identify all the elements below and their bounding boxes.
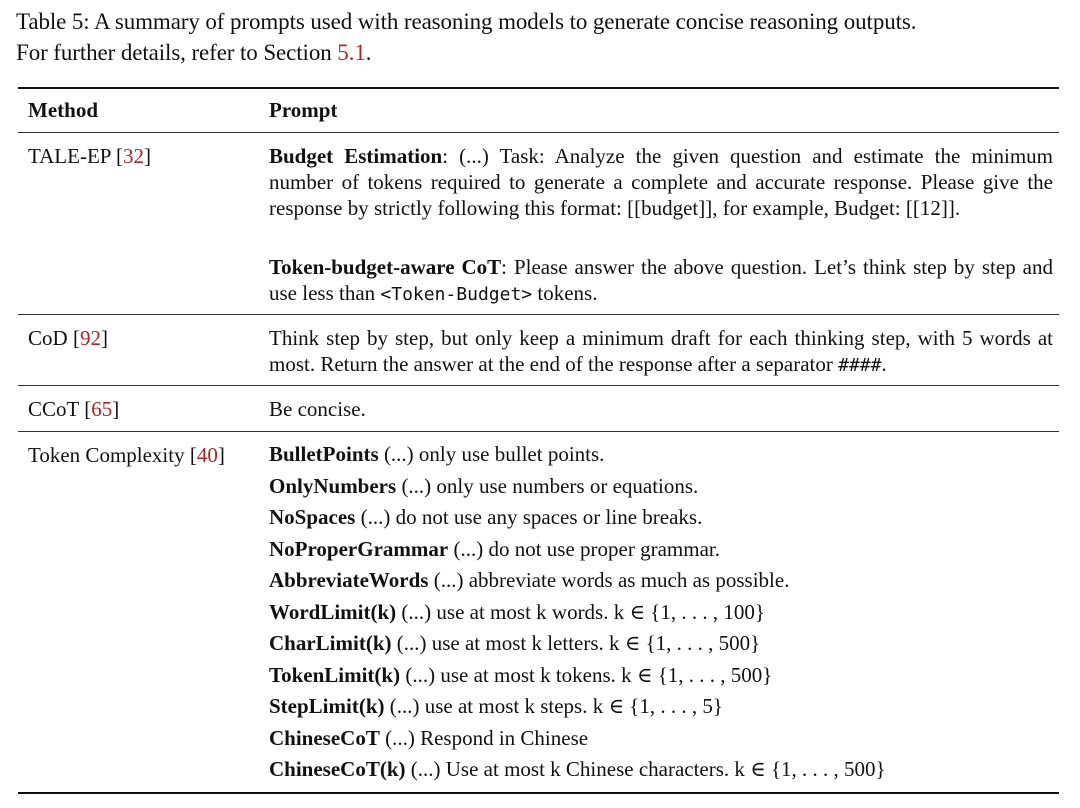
method-token-complexity: Token Complexity [40] <box>28 443 225 467</box>
list-item <box>269 502 1053 534</box>
section-ref-link[interactable]: 5.1 <box>337 40 366 65</box>
prompt-tale-token-budget-cot <box>269 254 1053 308</box>
prompt-title: BulletPoints <box>269 442 379 466</box>
prompt-text: (...) Use at most k Chinese characters. k ∈ {1, . . . , 500} <box>405 757 886 781</box>
citation-link[interactable]: 65 <box>91 397 113 421</box>
prompt-text: (...) use at most k words. k ∈ {1, . . . , 100} <box>396 599 765 624</box>
list-item <box>269 534 1053 566</box>
method-ccot: CCoT [65] <box>28 397 120 421</box>
prompt-text: (...) abbreviate words as much as possible. <box>428 568 790 592</box>
prompt-text: (...) only use bullet points. <box>378 442 605 466</box>
prompt-title: Token-budget-aware CoT <box>269 255 502 279</box>
prompt-text: (...) do not use proper grammar. <box>448 536 720 561</box>
prompt-title: ChineseCoT(k) <box>269 757 406 781</box>
header-rule <box>18 132 1059 133</box>
prompt-text: (...) only use numbers or equations. <box>396 473 699 498</box>
list-item <box>269 723 1053 755</box>
prompt-title: NoProperGrammar <box>269 536 449 561</box>
header-method: Method <box>28 98 98 122</box>
caption-line-2-end: . <box>365 40 372 65</box>
method-cod: CoD [92] <box>28 326 108 350</box>
method-name: CCoT <box>28 397 79 421</box>
bottom-rule <box>18 792 1059 794</box>
prompt-title: StepLimit(k) <box>269 694 385 718</box>
prompt-text: Think step by step, but only keep a minimum draft for each thinking step, with 5 words at most. Return the answer at the end of the response after a separator <box>269 326 1053 376</box>
token-budget-code: <Token-Budget> <box>380 284 533 305</box>
list-item <box>269 565 1053 597</box>
caption-line-2-text: For further details, refer to Section <box>16 40 338 65</box>
prompt-title: Budget Estimation <box>269 144 443 168</box>
prompt-title: OnlyNumbers <box>269 473 397 498</box>
list-item <box>269 628 1053 660</box>
prompt-text: (...) use at most k tokens. k ∈ {1, . . . , 500} <box>400 662 773 687</box>
caption-line-2 <box>16 37 1076 68</box>
citation-link[interactable]: 32 <box>122 144 144 168</box>
list-item <box>269 691 1053 723</box>
prompt-text: : (...) Task: Analyze the given question and estimate the minimum number of tokens required to generate a complete and accurate response. Please give the response by strictly following this format: [[budget]], for example, Budget: [[12]]. <box>269 144 1053 220</box>
table-caption <box>16 6 1076 68</box>
prompt-cod <box>269 325 1053 379</box>
prompt-text: : Please answer the above question. Let’s think step by step and use less than <box>269 255 1053 305</box>
method-name: TALE-EP <box>28 144 111 168</box>
list-item <box>269 439 1053 471</box>
prompt-token-complexity-list <box>269 439 1053 786</box>
list-item <box>269 597 1053 629</box>
prompt-ccot: Be concise. <box>269 397 366 421</box>
prompt-title: NoSpaces <box>269 505 356 529</box>
list-item <box>269 754 1053 786</box>
header-prompt: Prompt <box>269 98 338 122</box>
prompt-title: CharLimit(k) <box>269 631 392 655</box>
separator-code: #### <box>838 355 882 376</box>
method-name: Token Complexity <box>28 443 185 467</box>
prompt-text-end: tokens. <box>532 281 598 305</box>
prompt-tale-budget-estimation <box>269 143 1053 221</box>
prompt-text: (...) Respond in Chinese <box>379 725 589 750</box>
prompt-title: WordLimit(k) <box>269 599 397 624</box>
prompt-title: AbbreviateWords <box>269 568 429 592</box>
citation-link[interactable]: 40 <box>196 443 218 467</box>
prompt-text-end: . <box>881 352 887 376</box>
caption-line-1: Table 5: A summary of prompts used with reasoning models to generate concise reasoning outputs. <box>16 9 917 34</box>
list-item <box>269 471 1053 503</box>
prompt-text: (...) do not use any spaces or line breaks. <box>355 505 703 529</box>
prompt-title: ChineseCoT <box>269 725 380 750</box>
list-item <box>269 660 1053 692</box>
row-rule-3 <box>18 431 1059 432</box>
top-rule <box>18 87 1059 89</box>
method-tale-ep: TALE-EP [32] <box>28 144 151 168</box>
prompt-title: TokenLimit(k) <box>269 662 401 687</box>
row-rule-2 <box>18 385 1059 386</box>
citation-link[interactable]: 92 <box>79 326 101 350</box>
prompt-text: (...) use at most k letters. k ∈ {1, . . . , 500} <box>391 631 761 655</box>
row-rule-1 <box>18 314 1059 315</box>
method-name: CoD <box>28 326 68 350</box>
prompt-text: (...) use at most k steps. k ∈ {1, . . . , 5} <box>384 694 723 718</box>
